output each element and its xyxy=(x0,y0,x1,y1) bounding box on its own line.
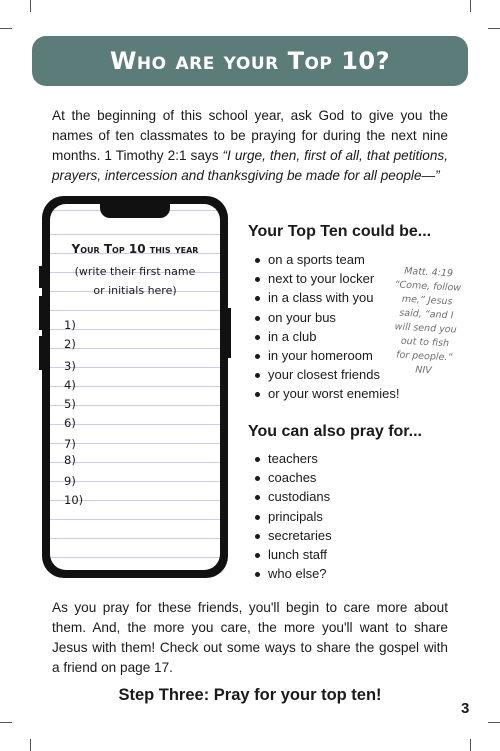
list-item: your closest friends xyxy=(255,365,400,384)
crop-mark xyxy=(30,0,31,12)
list-item: on your bus xyxy=(255,308,400,327)
verse-line: will send you xyxy=(394,321,457,336)
phone-screen xyxy=(50,204,220,570)
step-heading: Step Three: Pray for your top ten! xyxy=(118,686,382,704)
list-item: in your homeroom xyxy=(255,346,400,365)
phone-notch xyxy=(100,204,170,218)
instructions-line: (write their first name xyxy=(74,265,196,278)
list-item: or your worst enemies! xyxy=(255,384,400,403)
phone-side-button xyxy=(228,308,231,358)
list-item: teachers xyxy=(255,449,332,468)
list-number: 3) xyxy=(64,359,76,373)
list-number: 1) xyxy=(64,318,76,332)
intro-paragraph xyxy=(52,106,448,186)
title-banner xyxy=(32,36,468,86)
crop-mark xyxy=(488,722,500,723)
list-item: in a club xyxy=(255,327,400,346)
list-number: 9) xyxy=(64,474,76,488)
list-item: who else? xyxy=(255,564,332,583)
verse-line: for people.” xyxy=(395,349,453,364)
list-number: 8) xyxy=(64,453,76,467)
verse-version: NIV xyxy=(414,364,432,377)
list-item: in a class with you xyxy=(255,288,400,307)
crop-mark xyxy=(470,0,471,12)
page-number: 3 xyxy=(461,700,470,717)
list-item: on a sports team xyxy=(255,250,400,269)
phone-side-button xyxy=(39,336,42,370)
also-pray-heading: You can also pray for... xyxy=(248,423,422,440)
verse-reference: Matt. 4:19 xyxy=(403,265,454,280)
list-item: custodians xyxy=(255,487,332,506)
list-item: coaches xyxy=(255,468,332,487)
page-title: Who are your Top 10? xyxy=(109,47,391,75)
outro-paragraph: As you pray for these friends, you'll begin to care more about them. And, the more you care, the more you'll want to share Jesus with them! Check out some ways to share the gospel with a friend on page 17. xyxy=(52,600,448,675)
verse-line: me,” Jesus xyxy=(401,293,453,308)
list-number: 7) xyxy=(64,437,76,451)
top-ten-heading: Your Top Ten could be... xyxy=(248,223,432,240)
list-item: secretaries xyxy=(255,526,332,545)
list-number: 5) xyxy=(64,397,76,411)
list-number: 6) xyxy=(64,416,76,430)
intro-text: At the beginning of this school year, ask God to give you the names of ten classmates to be praying for during the next nine months. 1 Timothy 2:1 says xyxy=(52,108,448,163)
top-ten-list xyxy=(255,250,400,404)
verse-note xyxy=(387,264,465,380)
crop-mark xyxy=(470,739,471,751)
phone-illustration xyxy=(42,196,228,578)
list-number: 10) xyxy=(64,493,84,507)
instructions-line: or initials here) xyxy=(93,284,177,297)
list-item: lunch staff xyxy=(255,545,332,564)
top10-list-title: Your Top 10 this year xyxy=(71,242,199,256)
crop-mark xyxy=(0,28,12,29)
verse-line: “Come, follow xyxy=(394,279,462,294)
phone-side-button xyxy=(39,296,42,330)
crop-mark xyxy=(488,28,500,29)
verse-line: out to fish xyxy=(400,335,450,350)
phone-side-button xyxy=(39,266,42,288)
list-number: 4) xyxy=(64,378,76,392)
list-item: next to your locker xyxy=(255,269,400,288)
list-item: principals xyxy=(255,507,332,526)
intro-quote: “I urge, then, first of all, that petitions, prayers, intercession and thanksgiving be made for all people—” xyxy=(52,148,448,183)
also-pray-list xyxy=(255,449,332,583)
top10-list-instructions xyxy=(50,262,220,300)
crop-mark xyxy=(30,739,31,751)
crop-mark xyxy=(0,722,12,723)
verse-line: said, “and I xyxy=(399,307,454,322)
list-number: 2) xyxy=(64,337,76,351)
